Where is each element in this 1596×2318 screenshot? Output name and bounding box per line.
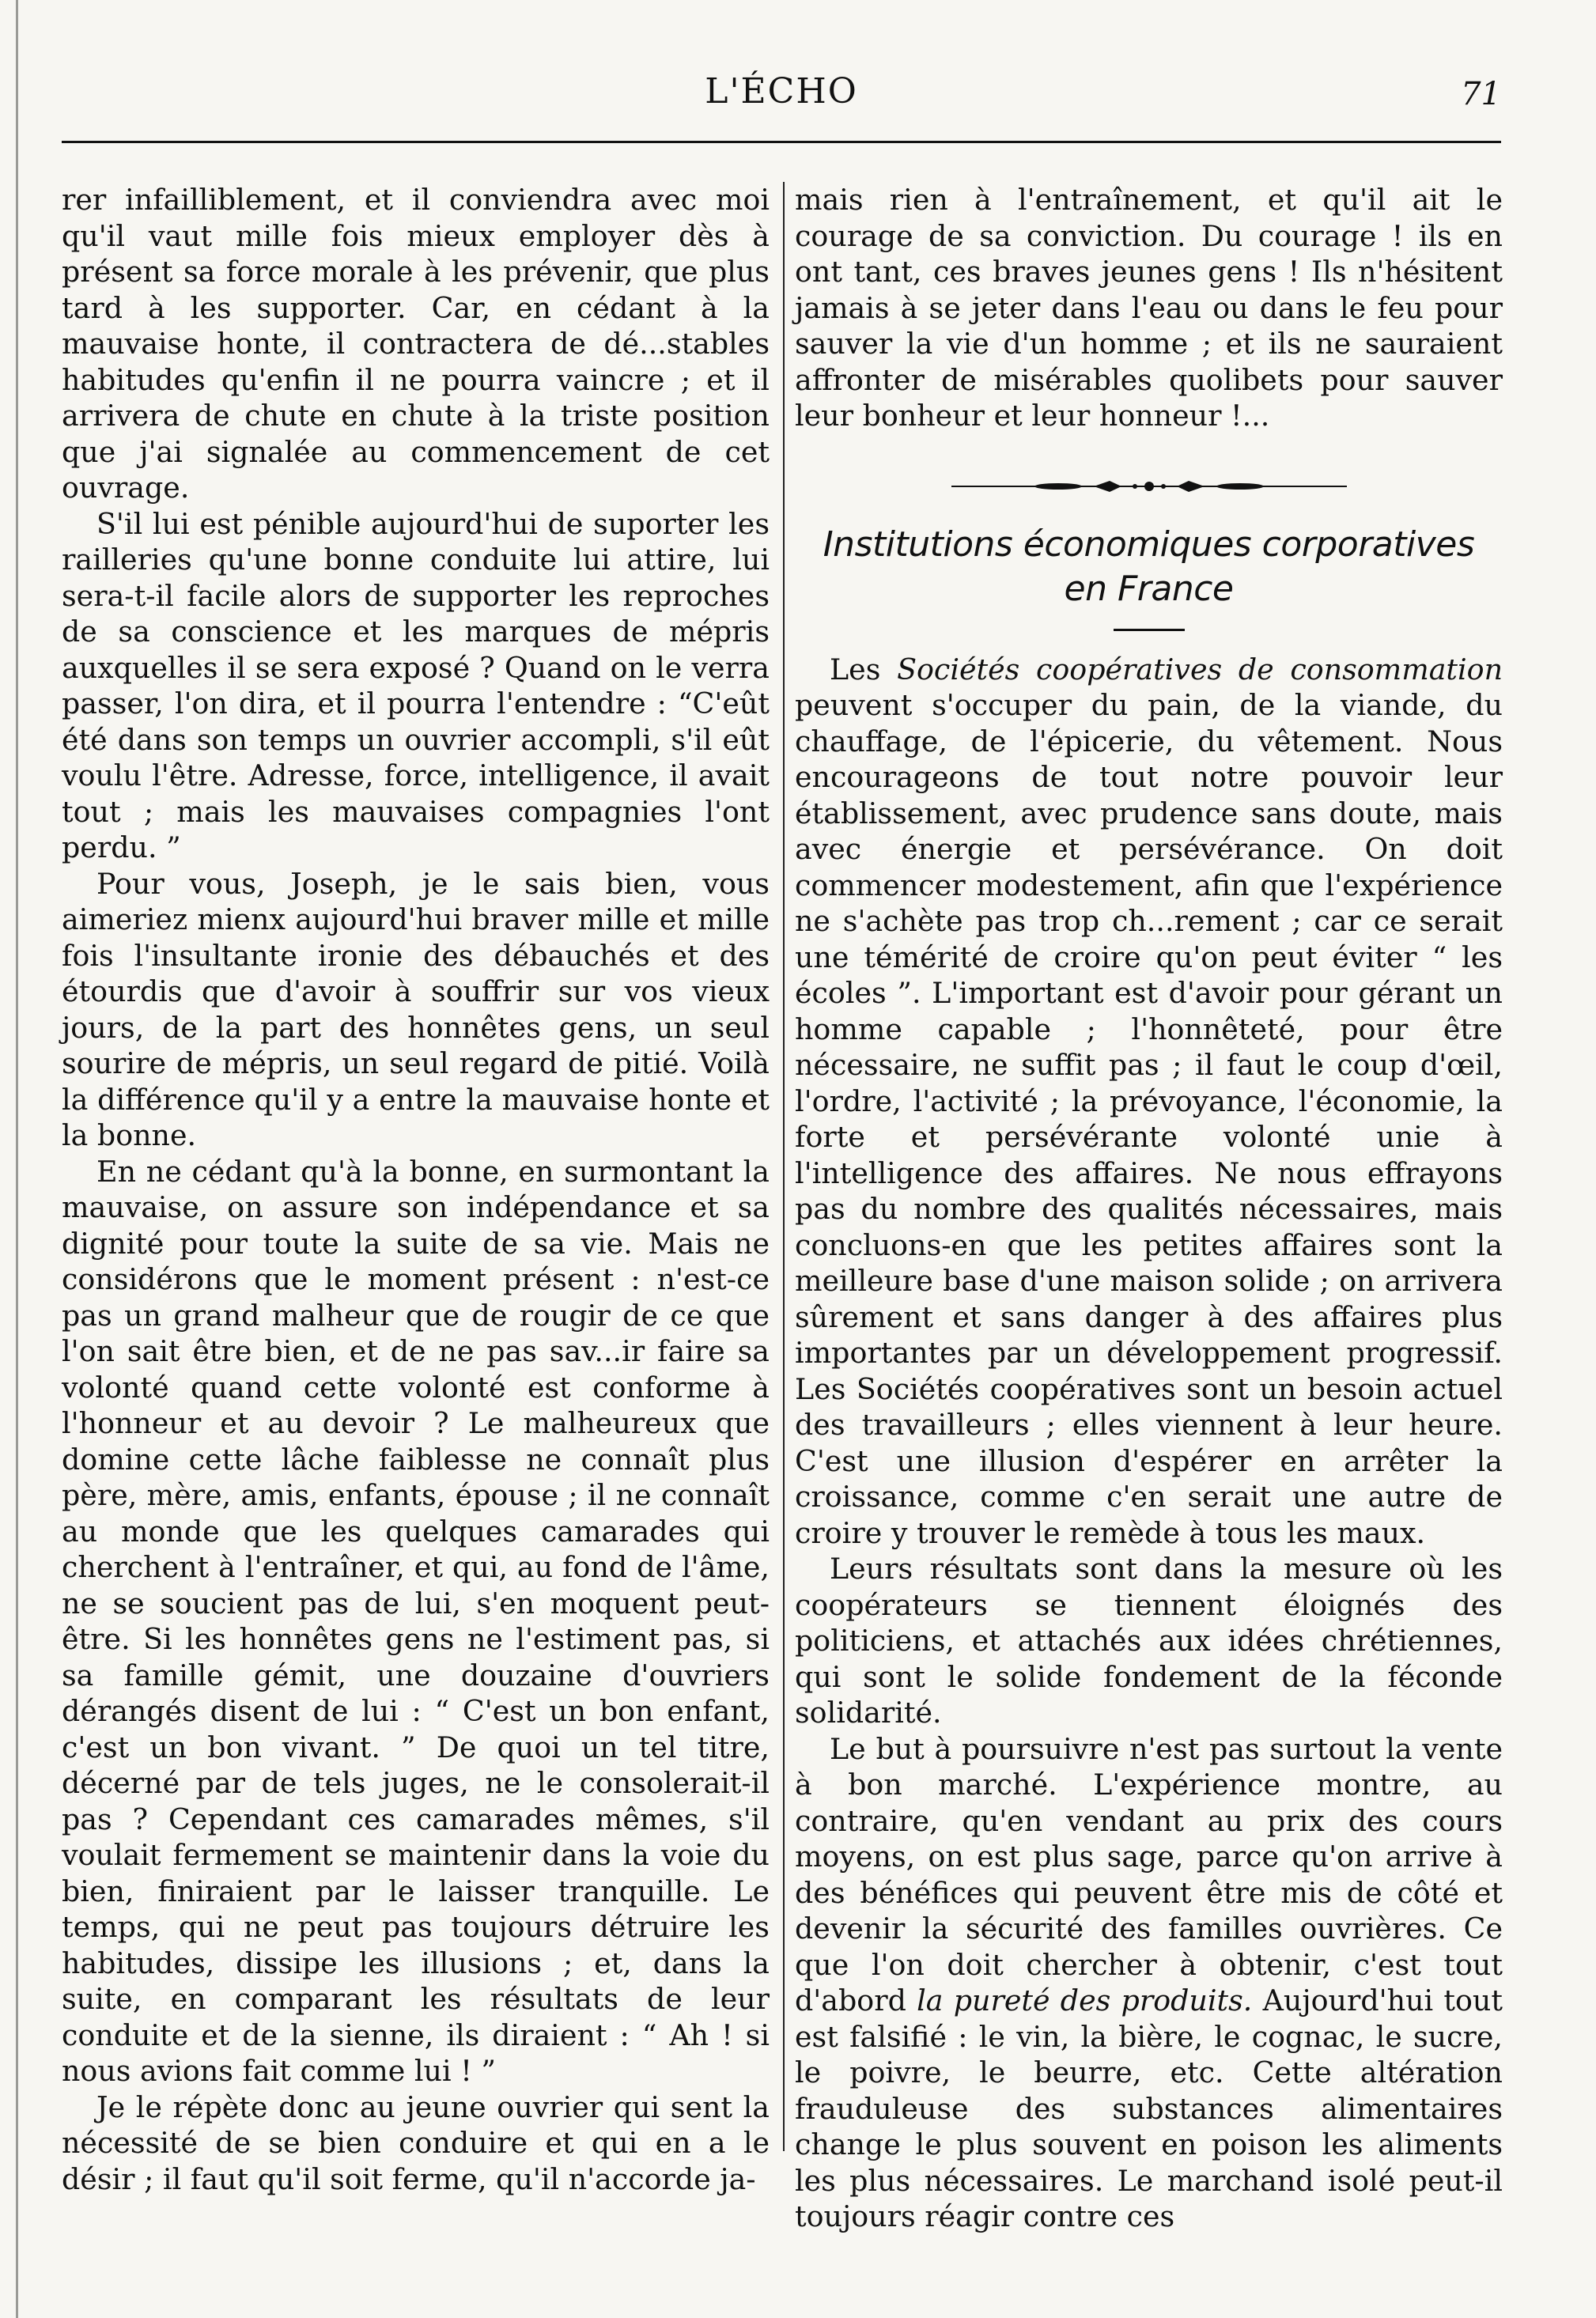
page-edge <box>16 0 18 2318</box>
section-ornament <box>795 478 1503 494</box>
text-span: Les <box>830 652 881 686</box>
article-title <box>795 523 1503 611</box>
title-rule <box>1114 629 1185 631</box>
right-column <box>795 182 1503 2235</box>
page-header <box>62 71 1501 119</box>
left-column <box>62 182 770 2197</box>
paragraph: En ne cédant qu'à la bonne, en surmontant la mauvaise, on assure son indépendance et sa dignité pour toute la suite de sa vie. Mais ne considérons que le moment présent : n'est-ce pas un grand malheur que de rougir de ce que l'on sait être bien, et de ne pas sav...ir faire sa volonté quand cette volonté est conforme à l'honneur et au devoir ? Le malheureux que domine cette lâche faiblesse ne connaît plus père, mère, amis, enfants, épouse ; il ne connaît au monde que les quelques camarades qui cherchent à l'entraîner, et qui, au fond de l'âme, ne se soucient pas de lui, s'en moquent peut-être. Si les honnêtes gens ne l'estiment pas, si sa famille gémit, une douzaine d'ouvriers dérangés disent de lui : “ C'est un bon enfant, c'est un bon vivant. ” De quoi un tel titre, décerné par de tels juges, ne le consolerait-il pas ? Cependant ces camarades mêmes, s'il voulait fermement se maintenir dans la voie du bien, finiraient par le laisser tranquille. Le temps, qui ne peut pas toujours détruire les habitudes, dissipe les illusions ; et, dans la suite, en comparant les résultats de leur conduite et de la sienne, ils diraient : “ Ah ! si nous avions fait comme lui ! ” <box>62 1154 770 2088</box>
paragraph: Leurs résultats sont dans la mesure où les coopérateurs se tiennent éloignés des politiciens, et attachés aux idées chrétiennes, qui sont le solide fondement de la féconde solidarité. <box>795 1552 1503 1730</box>
paragraph: rer infailliblement, et il conviendra avec moi qu'il vaut mille fois mieux employer dès à présent sa force morale à les prévenir, que plus tard à les supporter. Car, en cédant à la mauvaise honte, il contractera de dé...stables habitudes qu'enfin il ne pourra vaincre ; et il arrivera de chute en chute à la triste position que j'ai signalée au commencement de cet ouvrage. <box>62 183 770 505</box>
italic-text: Sociétés coopératives de consommation <box>897 652 1503 686</box>
paragraph <box>795 1731 1503 2235</box>
text-span: peuvent s'occuper du pain, de la viande, du chauffage, de l'épicerie, du vêtement. Nous encourageons de tout notre pouvoir leur établissement, avec prudence sans doute, mais avec énergie et persévérance. On doit commencer modestement, afin que l'expérience ne s'achète pas trop ch...rement ; car ce serait une témérité de croire qu'on peut éviter “ les écoles ”. L'important est d'avoir pour gérant un homme capable ; l'honnêteté, pour être nécessaire, ne suffit pas ; il faut le coup d'œil, l'ordre, l'activité ; la prévoyance, l'économie, la forte et persévérante volonté unie à l'intelligence des affaires. Ne nous effrayons pas du nombre des qualités nécessaires, mais concluons-en que les petites affaires sont la meilleure base d'une maison solide ; on arrivera sûrement et sans danger à des affaires plus importantes par un développement progressif. Les Sociétés coopératives sont un besoin actuel des travailleurs ; elles viennent à leur heure. C'est une illusion d'espérer en arrêter la croissance, comme c'en serait une autre de croire y trouver le remède à tous les maux. <box>795 688 1503 1550</box>
paragraph: Je le répète donc au jeune ouvrier qui sent la nécessité de se bien conduire et qui en a le désir ; il faut qu'il soit ferme, qu'il n'accorde ja- <box>62 2089 770 2196</box>
paragraph: mais rien à l'entraînement, et qu'il ait le courage de sa conviction. Du courage ! ils en ont tant, ces braves jeunes gens ! Ils n'hésitent jamais à se jeter dans l'eau ou dans le feu pour sauver la vie d'un homme ; et ils ne sauraient affronter de misérables quolibets pour sauver leur bonheur et leur honneur !... <box>795 183 1503 433</box>
paragraph <box>795 652 1503 1552</box>
article-title-line: Institutions économiques corporatives <box>823 524 1475 565</box>
paragraph: Pour vous, Joseph, je le sais bien, vous aimeriez mienx aujourd'hui braver mille et mille fois l'insultante ironie des débauchés et des étourdis que d'avoir à souffrir sur vos vieux jours, de la part des honnêtes gens, un seul sourire de mépris, un seul regard de pitié. Voilà la différence qu'il y a entre la mauvaise honte et la bonne. <box>62 866 770 1152</box>
text-span: Le but à poursuivre n'est pas surtout la vente à bon marché. L'expérience montre, au contraire, qu'en vendant au prix des cours moyens, on est plus sage, parce qu'on arrive à des bénéfices qui peuvent être mis de côté et devenir la sécurité des familles ouvrières. Ce que l'on doit chercher à obtenir, c'est tout d'abord <box>795 1731 1503 2017</box>
header-rule <box>62 141 1501 143</box>
paragraph: S'il lui est pénible aujourd'hui de suporter les railleries qu'une bonne conduite lui attire, lui sera-t-il facile alors de supporter les reproches de sa conscience et les marques de mépris auxquelles il se sera exposé ? Quand on le verra passer, l'on dira, et il pourra l'entendre : “C'eût été dans son temps un ouvrier accompli, s'il eût voulu l'être. Adresse, force, intelligence, il avait tout ; mais les mauvaises compagnies l'ont perdu. ” <box>62 506 770 864</box>
column-divider <box>783 182 785 2151</box>
italic-text: la pureté des produits. <box>917 1983 1253 2017</box>
text-span: Aujourd'hui tout est falsifié : le vin, la bière, le cognac, le sucre, le poivre, le beurre, etc. Cette altération frauduleuse des substances alimentaires change le plus souvent en poison les aliments les plus nécessaires. Le marchand isolé peut-il toujours réagir contre ces <box>795 1983 1503 2233</box>
article-title-line: en France <box>1064 568 1234 609</box>
page-number: 71 <box>1461 76 1501 112</box>
running-title: L'ÉCHO <box>705 71 858 112</box>
